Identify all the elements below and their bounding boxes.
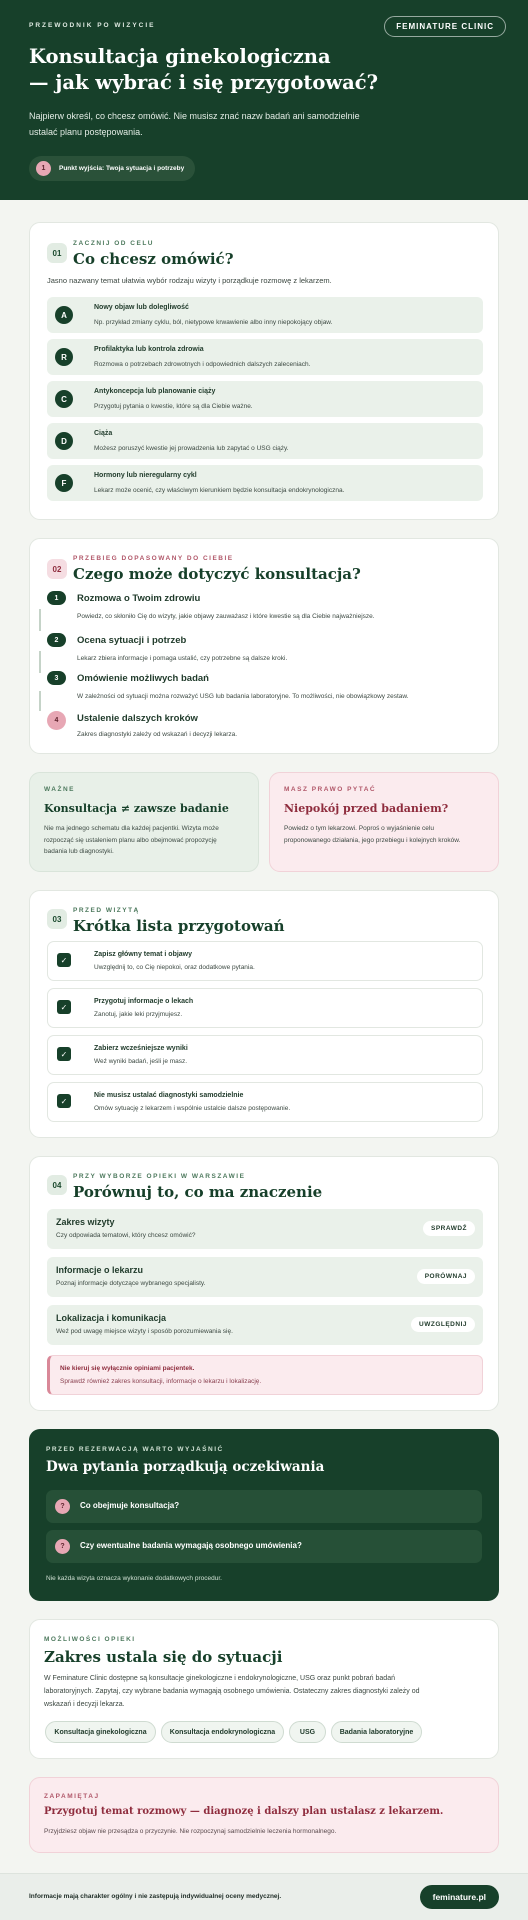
- item-desc: Zanotuj, jakie leki przyjmujesz.: [94, 1011, 183, 1018]
- item-title: Hormony lub nieregularny cykl: [94, 472, 197, 479]
- footer-disclaimer: Informacje mają charakter ogólny i nie zastępują indywidualnej oceny medycznej.: [29, 1893, 282, 1900]
- service-tag-endocrinology[interactable]: Konsultacja endokrynologiczna: [161, 1721, 284, 1743]
- remember-title: Przygotuj temat rozmowy — diagnozę i dalszy plan ustalasz z lekarzem.: [44, 1806, 444, 1817]
- compare-warning: [47, 1355, 483, 1395]
- clinic-badge[interactable]: FEMINATURE CLINIC: [384, 16, 506, 37]
- important-note: [29, 772, 259, 872]
- checklist-item[interactable]: [47, 988, 483, 1028]
- note-kicker: WAŻNE: [44, 786, 75, 793]
- section-title: Co chcesz omówić?: [73, 250, 234, 268]
- item-title: Zabierz wcześniejsze wyniki: [94, 1045, 188, 1052]
- note-title: Konsultacja ≠ zawsze badanie: [44, 802, 229, 815]
- section-kicker: PRZED WIZYTĄ: [73, 907, 140, 914]
- item-title: Informacje o lekarzu: [56, 1265, 144, 1275]
- compare-button[interactable]: PORÓWNAJ: [417, 1269, 475, 1284]
- item-desc: Rozmowa o potrzebach zdrowotnych i odpowiednich dalszych zaleceniach.: [94, 361, 311, 368]
- note-desc: [284, 823, 484, 846]
- step-desc: Zakres diagnostyki zależy od wskazań i decyzji lekarza.: [77, 731, 238, 738]
- question-mark-icon: ?: [55, 1499, 70, 1514]
- title-line-1: Konsultacja ginekologiczna: [29, 45, 331, 68]
- check-icon[interactable]: ✓: [57, 1047, 71, 1061]
- item-title: Nowy objaw lub dolegliwość: [94, 304, 189, 311]
- starting-point-pill: [29, 156, 195, 181]
- lead-line-2: ustalać planu postępowania.: [29, 127, 143, 137]
- questions-section: [29, 1429, 499, 1601]
- compare-section: [29, 1156, 499, 1411]
- prep-section: [29, 890, 499, 1138]
- step-number: 2: [47, 633, 66, 647]
- section-title: Porównuj to, co ma znaczenie: [73, 1183, 323, 1201]
- check-icon[interactable]: ✓: [57, 953, 71, 967]
- step-connector: [39, 651, 41, 673]
- item-letter: R: [55, 348, 73, 366]
- item-desc: Omów sytuację z lekarzem i wspólnie ustalcie dalsze postępowanie.: [94, 1105, 291, 1112]
- section-number: 04: [47, 1175, 67, 1195]
- hero-kicker: PRZEWODNIK PO WIZYCIE: [29, 22, 156, 29]
- question-item[interactable]: [46, 1530, 482, 1563]
- compare-item: [47, 1209, 483, 1249]
- page-title: [29, 44, 449, 96]
- item-desc: Przygotuj pytania o kwestie, które są dla Ciebie ważne.: [94, 403, 253, 410]
- questions-footnote: Nie każda wizyta oznacza wykonanie dodatkowych procedur.: [46, 1575, 222, 1582]
- step-desc: Powiedz, co skłoniło Cię do wizyty, jakie objawy zauważasz i które kwestie są dla Ciebie najważniejsze.: [77, 613, 375, 620]
- note-line: Powiedz o tym lekarzowi. Poproś o wyjaśnienie celu: [284, 825, 434, 832]
- title-line-2: — jak wybrać i się przygotować?: [29, 71, 379, 94]
- question-item[interactable]: [46, 1490, 482, 1523]
- item-letter: F: [55, 474, 73, 492]
- hero-lead: [29, 108, 409, 140]
- compare-item: [47, 1305, 483, 1345]
- step-title: Rozmowa o Twoim zdrowiu: [77, 593, 201, 604]
- consider-button[interactable]: UWZGLĘDNIJ: [411, 1317, 475, 1332]
- step-title: Ocena sytuacji i potrzeb: [77, 635, 187, 646]
- care-line: W Feminature Clinic dostępne są konsultacje ginekologiczne i endokrynologiczne, USG oraz punkt pobrań badań: [44, 1675, 395, 1682]
- item-title: Nie musisz ustalać diagnostyki samodzielnie: [94, 1092, 244, 1099]
- step-desc: W zależności od sytuacji można rozważyć USG lub badania laboratoryjne. To możliwości, nie obowiązkowy zestaw.: [77, 693, 409, 700]
- item-title: Ciąża: [94, 430, 113, 437]
- list-item[interactable]: [47, 423, 483, 459]
- note-line: badania lub diagnostyki.: [44, 848, 114, 855]
- item-letter: A: [55, 306, 73, 324]
- section-number: 02: [47, 559, 67, 579]
- pill-label: Punkt wyjścia: Twoja sytuacja i potrzeby: [59, 165, 185, 172]
- section-kicker: MOŻLIWOŚCI OPIEKI: [44, 1636, 136, 1643]
- section-kicker: PRZED REZERWACJĄ WARTO WYJAŚNIĆ: [46, 1446, 224, 1453]
- care-line: wskazań i decyzji lekarza.: [44, 1701, 125, 1708]
- checklist-item[interactable]: [47, 941, 483, 981]
- note-title: Niepokój przed badaniem?: [284, 802, 449, 815]
- section-kicker: PRZEBIEG DOPASOWANY DO CIEBIE: [73, 555, 234, 562]
- list-item[interactable]: [47, 465, 483, 501]
- checklist-item[interactable]: [47, 1035, 483, 1075]
- item-title: Przygotuj informacje o lekach: [94, 998, 194, 1005]
- section-intro: Jasno nazwany temat ułatwia wybór rodzaju wizyty i porządkuje rozmowę z lekarzem.: [47, 276, 332, 285]
- step-connector: [39, 691, 41, 711]
- item-desc: Czy odpowiada tematowi, który chcesz omówić?: [56, 1232, 196, 1239]
- section-title: Krótka lista przygotowań: [73, 917, 285, 935]
- note-line: proponowanego działania, jego przebiegu i kolejnych kroków.: [284, 836, 461, 844]
- item-letter: D: [55, 432, 73, 450]
- section-number: 03: [47, 909, 67, 929]
- page-footer: [0, 1873, 528, 1920]
- item-desc: Weź wyniki badań, jeśli je masz.: [94, 1058, 188, 1065]
- check-button[interactable]: SPRAWDŹ: [423, 1221, 475, 1236]
- check-icon[interactable]: ✓: [57, 1094, 71, 1108]
- goal-section: [29, 222, 499, 520]
- lead-line-1: Najpierw określ, co chcesz omówić. Nie musisz znać nazw badań ani samodzielnie: [29, 111, 360, 121]
- note-line: rozpocząć się ustaleniem planu albo obejmować propozycję: [44, 836, 217, 844]
- warning-title: Nie kieruj się wyłącznie opiniami pacjentek.: [60, 1365, 195, 1372]
- section-title: Zakres ustala się do sytuacji: [44, 1648, 283, 1666]
- item-letter: C: [55, 390, 73, 408]
- step-connector: [39, 609, 41, 631]
- section-number: 01: [47, 243, 67, 263]
- note-line: Nie ma jednego schematu dla każdej pacjentki. Wizyta może: [44, 825, 219, 832]
- compare-item: [47, 1257, 483, 1297]
- question-text: Czy ewentualne badania wymagają osobnego umówienia?: [80, 1541, 302, 1550]
- section-kicker: PRZY WYBORZE OPIEKI W WARSZAWIE: [73, 1173, 246, 1180]
- note-desc: [44, 823, 244, 858]
- remember-section: [29, 1777, 499, 1853]
- question-text: Co obejmuje konsultacja?: [80, 1501, 180, 1510]
- item-desc: Poznaj informacje dotyczące wybranego specjalisty.: [56, 1280, 206, 1287]
- item-desc: Weź pod uwagę miejsce wizyty i sposób porozumiewania się.: [56, 1328, 233, 1335]
- service-tag-usg[interactable]: USG: [289, 1721, 326, 1743]
- item-title: Lokalizacja i komunikacja: [56, 1313, 167, 1323]
- rights-note: [269, 772, 499, 872]
- step-number: 3: [47, 671, 66, 685]
- item-title: Antykoncepcja lub planowanie ciąży: [94, 388, 216, 395]
- check-icon[interactable]: ✓: [57, 1000, 71, 1014]
- step-number: 4: [47, 711, 66, 730]
- service-tag-lab[interactable]: Badania laboratoryjne: [331, 1721, 422, 1743]
- item-title: Profilaktyka lub kontrola zdrowia: [94, 346, 204, 353]
- list-item[interactable]: [47, 381, 483, 417]
- course-section: [29, 538, 499, 754]
- checklist-item[interactable]: [47, 1082, 483, 1122]
- list-item[interactable]: [47, 297, 483, 333]
- section-kicker: ZACZNIJ OD CELU: [73, 240, 154, 247]
- note-kicker: MASZ PRAWO PYTAĆ: [284, 786, 377, 793]
- item-desc: Lekarz może ocenić, czy właściwym kierunkiem będzie konsultacja endokrynologiczna.: [94, 487, 345, 494]
- step-number: 1: [47, 591, 66, 605]
- step-desc: Lekarz zbiera informacje i pomaga ustalić, czy potrzebne są dalsze kroki.: [77, 655, 288, 662]
- care-line: laboratoryjnych. Zapytaj, czy wybrane badania wymagają osobnego umówienia. Ostateczny zakres diagnostyki zależy od: [44, 1688, 420, 1695]
- item-title: Zakres wizyty: [56, 1217, 115, 1227]
- step-title: Ustalenie dalszych kroków: [77, 713, 198, 724]
- remember-desc: Przyjdziesz objaw nie przesądza o przyczynie. Nie rozpoczynaj samodzielnie leczenia hormonalnego.: [44, 1828, 337, 1835]
- step-title: Omówienie możliwych badań: [77, 673, 209, 684]
- item-desc: Np. przykład zmiany cyklu, ból, nietypowe krwawienie albo inny niepokojący objaw.: [94, 319, 333, 326]
- care-desc: [44, 1672, 490, 1711]
- item-desc: Możesz poruszyć kwestie jej prowadzenia lub zapytać o USG ciąży.: [94, 445, 289, 452]
- item-title: Zapisz główny temat i objawy: [94, 951, 193, 958]
- service-tag-gynecology[interactable]: Konsultacja ginekologiczna: [45, 1721, 156, 1743]
- hero-header: [0, 0, 528, 200]
- pill-number: 1: [36, 161, 51, 176]
- section-title: Dwa pytania porządkują oczekiwania: [46, 1459, 325, 1475]
- site-link[interactable]: feminature.pl: [420, 1885, 499, 1909]
- list-item[interactable]: [47, 339, 483, 375]
- question-mark-icon: ?: [55, 1539, 70, 1554]
- warning-desc: Sprawdź również zakres konsultacji, informacje o lekarzu i lokalizację.: [60, 1378, 262, 1385]
- section-title: Czego może dotyczyć konsultacja?: [73, 565, 361, 583]
- item-desc: Uwzględnij to, co Cię niepokoi, oraz dodatkowe pytania.: [94, 964, 255, 971]
- section-kicker: ZAPAMIĘTAJ: [44, 1793, 100, 1800]
